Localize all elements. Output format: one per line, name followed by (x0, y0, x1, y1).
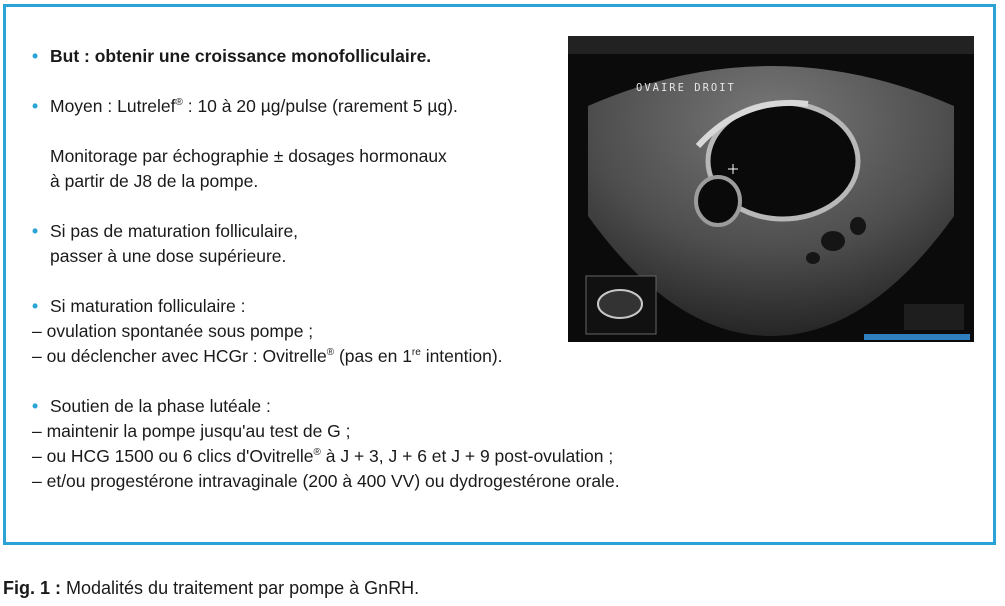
bullet-icon: • (32, 96, 39, 116)
luteal-text: Soutien de la phase lutéale : (50, 396, 271, 416)
luteal-item (32, 394, 752, 419)
means-text: Moyen : Lutrelef® : 10 à 20 µg/pulse (rarement 5 µg). (50, 96, 458, 116)
maturation-line-3: – ou déclencher avec HCGr : Ovitrelle® (pas en 1re intention). (32, 346, 503, 366)
no-maturation-text: Si pas de maturation folliculaire, (50, 221, 299, 241)
ultrasound-status-bar (864, 334, 970, 340)
maturation-text: Si maturation folliculaire : (50, 296, 246, 316)
luteal-line-3: – ou HCG 1500 ou 6 clics d'Ovitrelle® à J + 3, J + 6 et J + 9 post-ovulation ; (32, 446, 614, 466)
luteal-line-2: – maintenir la pompe jusqu'au test de G ; (32, 421, 351, 441)
bullet-icon: • (32, 221, 39, 241)
bullet-icon: • (32, 396, 39, 416)
maturation-line-2: – ovulation spontanée sous pompe ; (32, 321, 314, 341)
figure-caption (3, 578, 419, 599)
monitor-line-1: Monitorage par échographie ± dosages hormonaux (50, 146, 447, 166)
luteal-line-4: – et/ou progestérone intravaginale (200 à 400 VV) ou dydrogestérone orale. (32, 471, 620, 491)
bullet-icon: • (32, 296, 39, 316)
caption-text: Modalités du traitement par pompe à GnRH. (66, 578, 420, 598)
caption-label: Fig. 1 : (3, 578, 61, 598)
ultrasound-image (568, 36, 974, 342)
monitor-line-2: à partir de J8 de la pompe. (50, 171, 259, 191)
bullet-icon: • (32, 46, 39, 66)
ultrasound-header-bar (568, 36, 974, 54)
no-maturation-line-2: passer à une dose supérieure. (50, 246, 287, 266)
ultrasound-label: OVAIRE DROIT (636, 82, 736, 94)
goal-text: But : obtenir une croissance monofolliculaire. (50, 46, 432, 66)
ultrasound-scan-graphic (568, 36, 974, 342)
